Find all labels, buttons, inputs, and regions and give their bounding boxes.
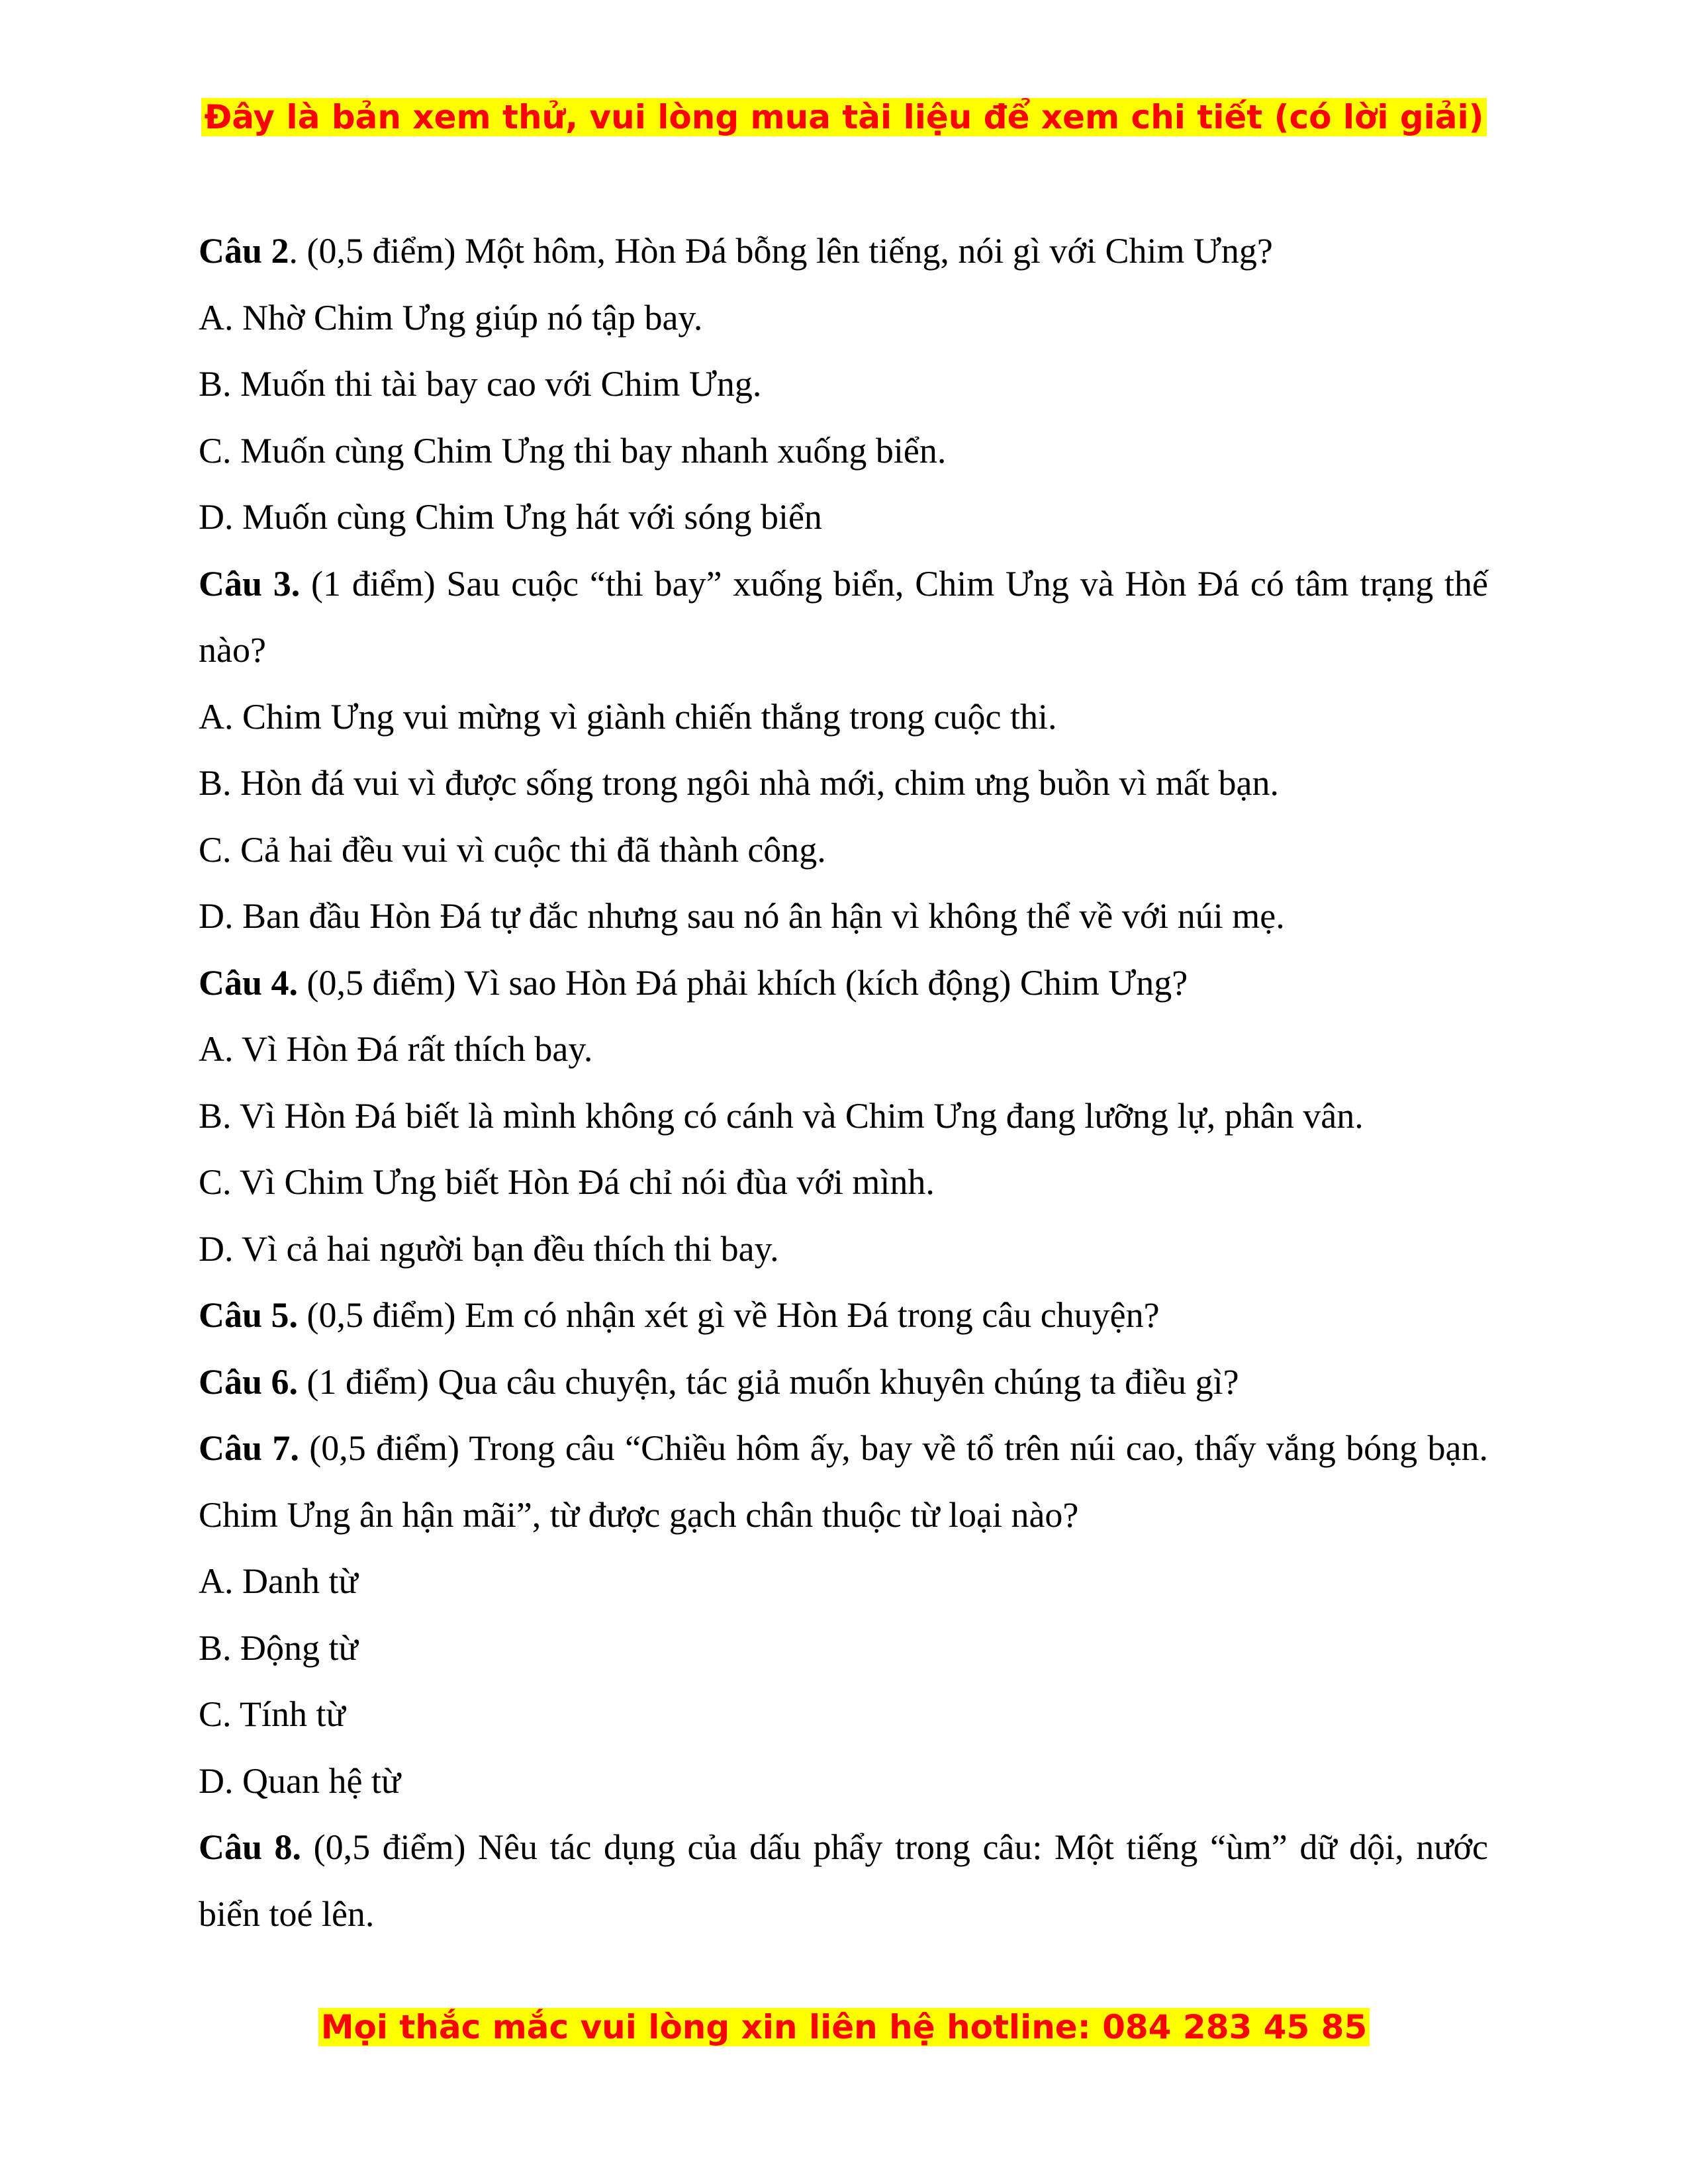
question-7 xyxy=(199,1415,1488,1548)
answer-option: B. Vì Hòn Đá biết là mình không có cánh và Chim Ưng đang lưỡng lự, phân vân. xyxy=(199,1095,1364,1136)
answer-option: A. Vì Hòn Đá rất thích bay. xyxy=(199,1029,593,1069)
question-8 xyxy=(199,1814,1488,1947)
answer-option: D. Ban đầu Hòn Đá tự đắc nhưng sau nó ân hận vì không thể về với núi mẹ. xyxy=(199,896,1285,936)
answer-option: D. Vì cả hai người bạn đều thích thi bay. xyxy=(199,1228,779,1269)
answer-option: A. Danh từ xyxy=(199,1561,358,1601)
question-label: Câu 4. xyxy=(199,962,299,1003)
question-label: Câu 3. xyxy=(199,563,301,604)
question-text: (0,5 điểm) Trong câu “Chiều hôm ấy, bay về tổ trên núi cao, thấy vắng bóng bạn. Chim Ưng ân hận mãi”, từ được gạch chân thuộc từ loại nào? xyxy=(199,1428,1489,1535)
question-label: Câu 8. xyxy=(199,1827,302,1867)
answer-option: C. Tính từ xyxy=(199,1694,346,1734)
hotline-text: Mọi thắc mắc vui lòng xin liên hệ hotline: 084 283 45 85 xyxy=(318,2008,1370,2046)
question-3 xyxy=(199,551,1488,684)
answer-option: C. Cả hai đều vui vì cuộc thi đã thành công. xyxy=(199,829,826,870)
preview-notice-banner xyxy=(0,94,1688,140)
question-label: Câu 2 xyxy=(199,231,289,271)
hotline-banner xyxy=(0,2004,1688,2050)
question-label: Câu 5. xyxy=(199,1295,299,1335)
answer-option: A. Chim Ưng vui mừng vì giành chiến thắng trong cuộc thi. xyxy=(199,696,1057,737)
question-6 xyxy=(199,1349,1488,1416)
question-label: Câu 6. xyxy=(199,1361,299,1402)
answer-option: B. Hòn đá vui vì được sống trong ngôi nhà mới, chim ưng buồn vì mất bạn. xyxy=(199,763,1279,803)
question-text: (0,5 điểm) Vì sao Hòn Đá phải khích (kích động) Chim Ưng? xyxy=(298,962,1188,1003)
answer-option: B. Muốn thi tài bay cao với Chim Ưng. xyxy=(199,364,762,404)
preview-notice-text: Đây là bản xem thử, vui lòng mua tài liệu để xem chi tiết (có lời giải) xyxy=(201,98,1486,136)
question-2 xyxy=(199,218,1488,285)
question-label: Câu 7. xyxy=(199,1428,299,1468)
question-text: (0,5 điểm) Em có nhận xét gì về Hòn Đá trong câu chuyện? xyxy=(298,1295,1160,1335)
answer-option: C. Vì Chim Ưng biết Hòn Đá chỉ nói đùa với mình. xyxy=(199,1162,935,1202)
question-list xyxy=(199,218,1488,1947)
question-text: (1 điểm) Qua câu chuyện, tác giả muốn khuyên chúng ta điều gì? xyxy=(298,1361,1239,1402)
question-text: (0,5 điểm) Nêu tác dụng của dấu phẩy trong câu: Một tiếng “ùm” dữ dội, nước biển toé lên. xyxy=(199,1827,1488,1934)
question-text: . (0,5 điểm) Một hôm, Hòn Đá bỗng lên tiếng, nói gì với Chim Ưng? xyxy=(289,231,1273,271)
answer-option: A. Nhờ Chim Ưng giúp nó tập bay. xyxy=(199,297,703,338)
answer-option: C. Muốn cùng Chim Ưng thi bay nhanh xuống biển. xyxy=(199,430,947,471)
answer-option: B. Động từ xyxy=(199,1627,358,1668)
question-4 xyxy=(199,950,1488,1017)
answer-option: D. Muốn cùng Chim Ưng hát với sóng biển xyxy=(199,497,822,537)
question-text: (1 điểm) Sau cuộc “thi bay” xuống biển, Chim Ưng và Hòn Đá có tâm trạng thế nào? xyxy=(199,563,1488,670)
question-5 xyxy=(199,1282,1488,1349)
answer-option: D. Quan hệ từ xyxy=(199,1760,401,1801)
